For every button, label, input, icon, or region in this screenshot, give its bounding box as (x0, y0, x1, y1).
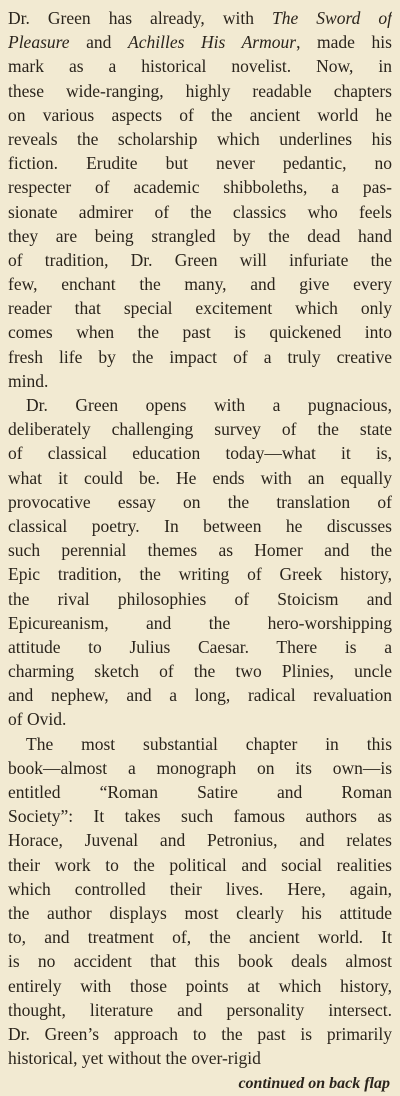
text-run: of classical education today—what it is, (8, 443, 392, 464)
text-line (8, 877, 392, 901)
text-line (8, 732, 392, 756)
text-run: these wide-ranging, highly readable chapters (8, 80, 392, 101)
text-run: , made his (296, 32, 392, 53)
text-run: the rival philosophies of Stoicism and (8, 588, 392, 609)
text-line (8, 635, 392, 659)
text-run: entitled “Roman Satire and Roman (8, 782, 392, 802)
continued-note: continued on back flap (238, 1075, 390, 1093)
text-run: sionate admirer of the classics who feels (8, 201, 392, 222)
text-line (8, 949, 392, 973)
text-line (8, 296, 392, 320)
text-line (8, 200, 392, 224)
text-run: their work to the political and social realities (8, 854, 392, 875)
text-run: thought, literature and personality intersect. (8, 999, 392, 1020)
text-line (8, 79, 392, 103)
text-line (8, 490, 392, 514)
text-line (8, 175, 392, 199)
text-line (8, 925, 392, 949)
text-line (8, 248, 392, 272)
text-run: The most substantial chapter in this (26, 733, 392, 754)
text-line (8, 587, 392, 611)
text-run: of Ovid. (8, 709, 67, 730)
text-run: mark as a historical novelist. Now, in (8, 56, 392, 77)
jacket-flap-text (8, 6, 392, 1093)
text-run: Dr. Green has already, with (8, 8, 272, 28)
text-line (8, 151, 392, 175)
text-run: book—almost a monograph on its own—is (8, 757, 392, 778)
text-run: classical poetry. In between he discusses (8, 515, 392, 536)
text-line (8, 320, 392, 344)
text-line (8, 54, 392, 78)
text-run: Epic tradition, the writing of Greek history, (8, 564, 392, 585)
text-run: Dr. Green opens with a pugnacious, (26, 395, 392, 415)
italic-title: Achilles His Armour (128, 32, 297, 53)
text-run: fresh life by the impact of a truly creative (8, 346, 392, 367)
text-run: they are being strangled by the dead hand (8, 225, 392, 246)
text-run: charming sketch of the two Plinies, uncle (8, 661, 392, 682)
text-line (8, 901, 392, 925)
text-line (8, 127, 392, 151)
text-run: to, and treatment of, the ancient world. It (8, 927, 392, 948)
text-run: deliberately challenging survey of the state (8, 419, 392, 440)
text-line (8, 804, 392, 828)
text-line (8, 393, 392, 417)
text-run: provocative essay on the translation of (8, 491, 392, 512)
text-run: and nephew, and a long, radical revaluation (8, 685, 392, 706)
text-run: reader that special excitement which only (8, 298, 392, 319)
text-run: attitude to Julius Caesar. There is a (8, 636, 392, 657)
text-line (8, 853, 392, 877)
text-run: entirely with those points at which history, (8, 975, 392, 996)
text-run: Dr. Green’s approach to the past is primarily (8, 1023, 392, 1044)
text-line (8, 369, 392, 393)
text-line (8, 974, 392, 998)
paragraph (8, 6, 392, 393)
text-run: reveals the scholarship which underlines his (8, 128, 392, 149)
text-run: mind. (8, 370, 49, 391)
text-line (8, 1046, 392, 1070)
text-run: what it could be. He ends with an equally (8, 467, 392, 488)
text-line (8, 103, 392, 127)
text-run: which controlled their lives. Here, again, (8, 878, 392, 899)
text-line (8, 514, 392, 538)
text-run: Epicureanism, and the hero-worshipping (8, 612, 392, 633)
text-line (8, 30, 392, 54)
text-line (8, 562, 392, 586)
text-line (8, 659, 392, 683)
text-line (8, 1022, 392, 1046)
text-run: Horace, Juvenal and Petronius, and relates (8, 830, 392, 851)
paragraph (8, 393, 392, 732)
text-run: few, enchant the many, and give every (8, 274, 392, 295)
text-line (8, 611, 392, 635)
text-run: of tradition, Dr. Green will infuriate the (8, 249, 392, 270)
text-run: historical, yet without the over-rigid (8, 1048, 261, 1069)
text-run: such perennial themes as Homer and the (8, 540, 392, 561)
text-line (8, 683, 392, 707)
text-line (8, 466, 392, 490)
text-run: the author displays most clearly his attitude (8, 902, 392, 923)
text-run: fiction. Erudite but never pedantic, no (8, 153, 392, 174)
text-line (8, 998, 392, 1022)
text-line (8, 828, 392, 852)
body-text (8, 6, 392, 1070)
text-run: Society”: It takes such famous authors as (8, 806, 392, 827)
text-run: is no accident that this book deals almost (8, 951, 392, 972)
paragraph (8, 732, 392, 1071)
text-run: and (69, 32, 129, 53)
text-line (8, 224, 392, 248)
text-line (8, 6, 392, 30)
text-line (8, 756, 392, 780)
italic-title: Pleasure (8, 32, 70, 53)
text-run: on various aspects of the ancient world he (8, 104, 392, 125)
text-run: comes when the past is quickened into (8, 322, 392, 343)
text-line (8, 417, 392, 441)
text-line (8, 441, 392, 465)
text-line (8, 707, 392, 731)
italic-title: The Sword of (271, 8, 392, 28)
text-line (8, 538, 392, 562)
text-line (8, 345, 392, 369)
text-run: respecter of academic shibboleths, a pas- (8, 177, 392, 198)
text-line (8, 272, 392, 296)
text-line (8, 780, 392, 804)
